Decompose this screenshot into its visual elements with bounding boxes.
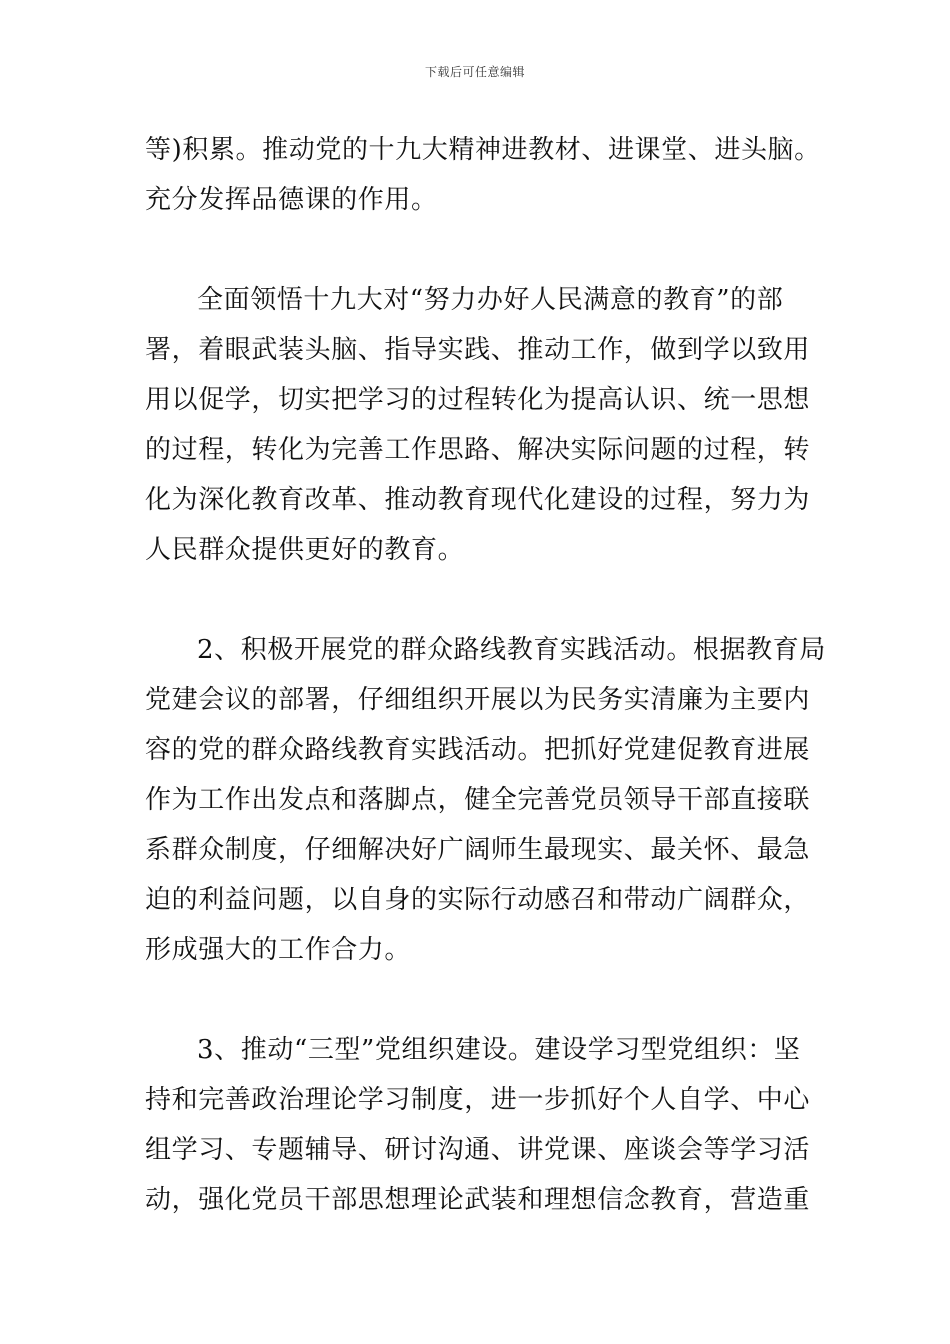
text-line: 党建会议的部署，仔细组织开展以为民务实清廉为主要内: [145, 685, 811, 715]
text-line: 人民群众提供更好的教育。: [145, 535, 465, 565]
text-line: 全面领悟十九大对“努力办好人民满意的教育”的部: [197, 285, 784, 315]
paragraph-gap: [145, 575, 810, 625]
document-body: [145, 125, 826, 1225]
paragraph-3: [145, 625, 826, 975]
paragraph-gap: [145, 975, 810, 1025]
page-header: 下载后可任意编辑: [424, 65, 525, 79]
paragraph-1: [145, 125, 821, 225]
text-line: 化为深化教育改革、推动教育现代化建设的过程，努力为: [145, 485, 811, 515]
text-line: 组学习、专题辅导、研讨沟通、讲党课、座谈会等学习活: [145, 1135, 811, 1165]
text-line: 充分发挥品德课的作用。: [145, 185, 438, 215]
text-line: 的过程，转化为完善工作思路、解决实际问题的过程，转: [145, 435, 811, 465]
paragraph-4: [145, 1025, 810, 1225]
text-line: 3、推动“三型”党组织建设。建设学习型党组织：坚: [197, 1035, 801, 1065]
text-line: 等)积累。推动党的十九大精神进教材、进课堂、进头脑。: [145, 135, 821, 165]
text-line: 形成强大的工作合力。: [145, 935, 412, 965]
text-line: 迫的利益问题，以自身的实际行动感召和带动广阔群众，: [145, 885, 811, 915]
text-line: 容的党的群众路线教育实践活动。把抓好党建促教育进展: [145, 735, 811, 765]
text-line: 动，强化党员干部思想理论武装和理想信念教育，营造重: [145, 1185, 811, 1215]
paragraph-gap: [145, 225, 810, 275]
text-line: 2、积极开展党的群众路线教育实践活动。根据教育局: [197, 635, 826, 665]
text-line: 持和完善政治理论学习制度，进一步抓好个人自学、中心: [145, 1085, 811, 1115]
paragraph-2: [145, 275, 810, 575]
text-line: 署，着眼武装头脑、指导实践、推动工作，做到学以致用: [145, 335, 811, 365]
text-line: 系群众制度，仔细解决好广阔师生最现实、最关怀、最急: [145, 835, 811, 865]
text-line: 作为工作出发点和落脚点，健全完善党员领导干部直接联: [145, 785, 811, 815]
text-line: 用以促学，切实把学习的过程转化为提高认识、统一思想: [145, 385, 811, 415]
